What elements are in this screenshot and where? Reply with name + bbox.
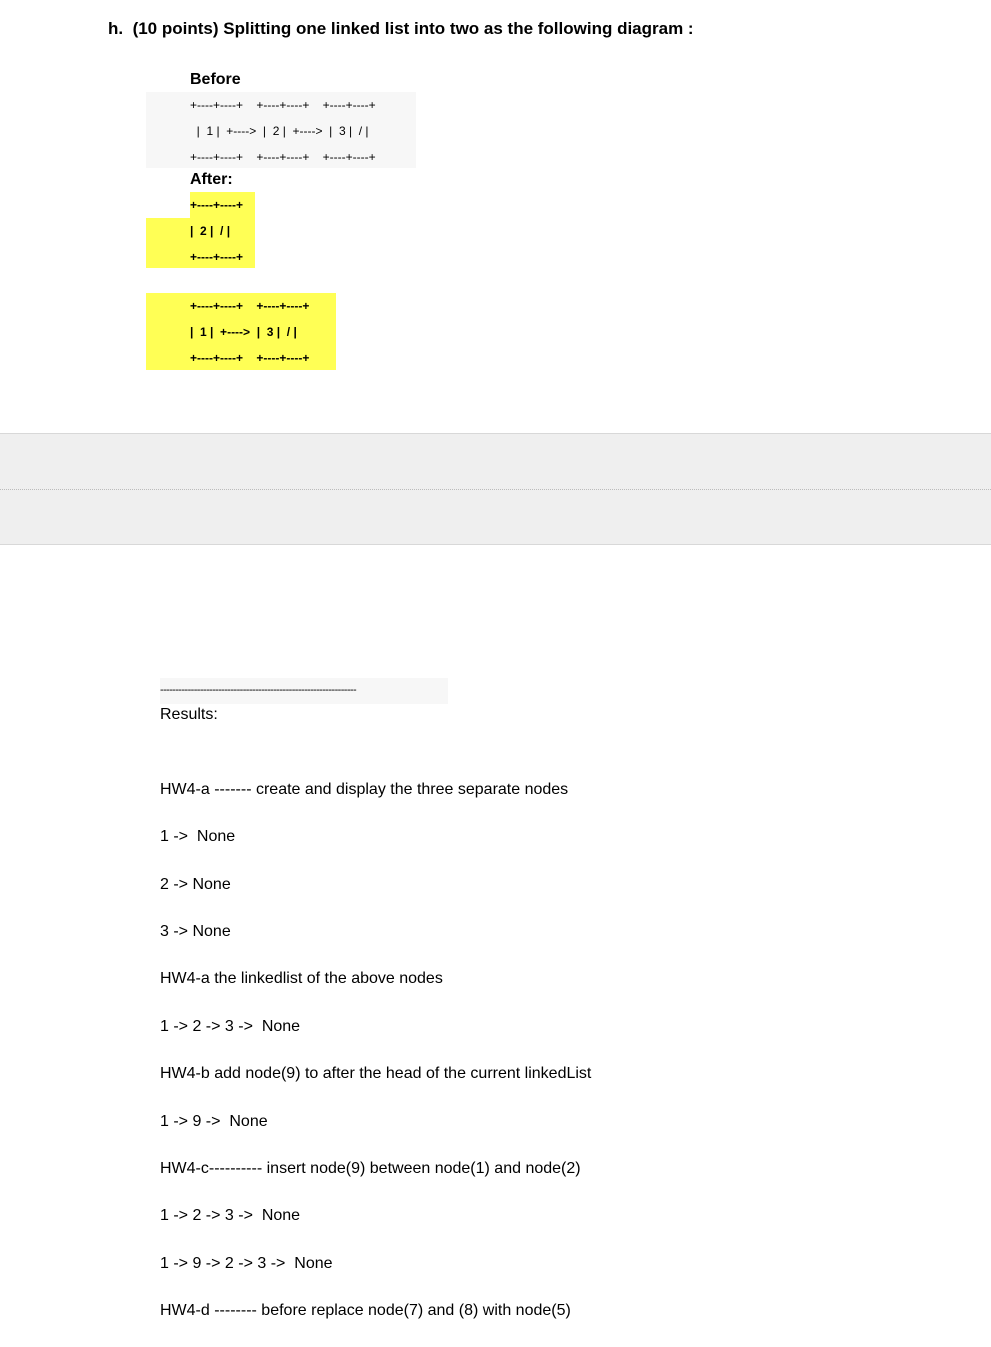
result-line: 3 -> None [160, 922, 231, 940]
result-line: HW4-b add node(9) to after the head of the current linkedList [160, 1065, 592, 1083]
results-heading: Results: [160, 706, 218, 723]
after-heading: After: [190, 171, 233, 188]
result-line: 1 -> None [160, 828, 236, 846]
question-text: Splitting one linked list into two as the following diagram : [223, 19, 694, 38]
after-list-1 [190, 192, 243, 270]
result-line: 1 -> 9 -> None [160, 1112, 268, 1130]
before-line: +----+----+ +----+----+ +----+----+ [190, 150, 376, 164]
after-line: | 1 | +----> | 3 | / | [190, 325, 297, 339]
result-line: HW4-d -------- before replace node(7) and (8) with node(5) [160, 1302, 571, 1320]
before-line: | 1 | +----> | 2 | +----> | 3 | / | [190, 124, 369, 138]
result-line: HW4-c---------- insert node(9) between node(1) and node(2) [160, 1159, 581, 1177]
results-output [160, 754, 591, 1347]
result-line: 1 -> 2 -> 3 -> None [160, 1017, 301, 1035]
question-heading [108, 19, 694, 39]
before-diagram [190, 92, 376, 170]
after-line: +----+----+ +----+----+ [190, 351, 310, 365]
before-line: +----+----+ +----+----+ +----+----+ [190, 98, 376, 112]
result-line: HW4-a the linkedlist of the above nodes [160, 970, 443, 988]
after-line: | 2 | / | [190, 224, 231, 238]
after-line: +----+----+ +----+----+ [190, 299, 310, 313]
result-line: 1 -> 2 -> 3 -> None [160, 1207, 301, 1225]
result-line: 1 -> 9 -> 2 -> 3 -> None [160, 1254, 333, 1272]
question-points: (10 points) [132, 19, 219, 38]
result-line: 2 -> None [160, 875, 231, 893]
after-line: +----+----+ [190, 198, 243, 212]
results-divider: ---------------------------------------------------------------- [160, 684, 357, 696]
result-line: HW4-a ------- create and display the three separate nodes [160, 780, 569, 798]
after-list-2 [190, 293, 309, 371]
page-gap [0, 489, 991, 545]
before-heading: Before [190, 71, 241, 88]
after-line: +----+----+ [190, 250, 243, 264]
question-label: h. [108, 19, 124, 38]
page-gap [0, 433, 991, 490]
